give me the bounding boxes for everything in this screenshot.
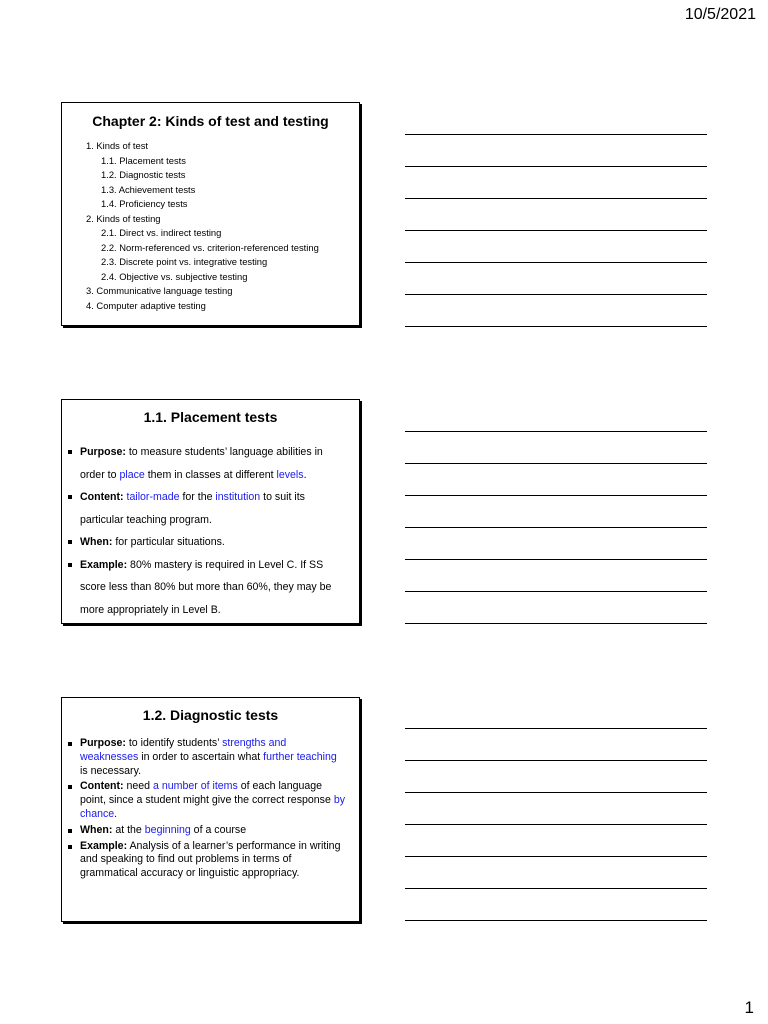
- note-line: [405, 198, 707, 199]
- text: to measure students’ language abilities in order to: [80, 446, 323, 481]
- highlight: a number of items: [153, 780, 238, 793]
- note-line: [405, 495, 707, 496]
- toc-item: 3. Communicative language testing: [86, 285, 233, 296]
- note-line: [405, 134, 707, 135]
- slide-title: Chapter 2: Kinds of test and testing: [92, 113, 329, 129]
- text: .: [114, 807, 118, 820]
- note-line: [405, 230, 707, 231]
- bullet-list: [62, 441, 359, 621]
- note-line: [405, 527, 707, 528]
- highlight: beginning: [144, 823, 191, 836]
- highlight: strengths and weaknesses: [80, 737, 287, 763]
- note-line: [405, 463, 707, 464]
- highlight: place: [119, 468, 145, 481]
- text: them in classes at different: [144, 468, 277, 481]
- highlight: by chance: [80, 794, 346, 820]
- toc-item: 4. Computer adaptive testing: [86, 299, 206, 311]
- bullet-content: [62, 780, 347, 821]
- bullet-when: [62, 824, 347, 838]
- note-line: [405, 888, 707, 889]
- highlight: levels: [276, 468, 304, 481]
- toc-item: 2.3. Discrete point vs. integrative testing: [101, 256, 268, 267]
- slide-diagnostic-tests: [61, 697, 360, 922]
- toc-item: 2.4. Objective vs. subjective testing: [101, 270, 248, 282]
- text: to identify students’: [125, 737, 223, 749]
- bullet-list: [62, 737, 359, 881]
- bullet-purpose: [62, 737, 347, 778]
- note-line: [405, 326, 707, 327]
- note-line: [405, 591, 707, 592]
- text: to suit its particular teaching program.: [80, 491, 305, 526]
- toc-item: 2.1. Direct vs. indirect testing: [101, 227, 222, 238]
- bullet-label: Content:: [80, 491, 124, 503]
- note-line: [405, 623, 707, 624]
- note-line: [405, 728, 707, 729]
- bullet-when: [62, 531, 347, 554]
- bullet-example: [62, 840, 347, 881]
- highlight: tailor-made: [126, 491, 180, 503]
- text: for the: [179, 491, 216, 503]
- note-line: [405, 166, 707, 167]
- toc-item: 1.3. Achievement tests: [101, 183, 196, 195]
- bullet-label: When:: [80, 536, 113, 548]
- bullet-example: [62, 554, 347, 622]
- table-of-contents: [62, 139, 359, 313]
- toc-item: 1.2. Diagnostic tests: [101, 169, 186, 180]
- note-line: [405, 856, 707, 857]
- text: need: [123, 780, 154, 793]
- note-line: [405, 760, 707, 761]
- toc-item: 1. Kinds of test: [86, 140, 149, 151]
- slide-placement-tests: [61, 399, 360, 624]
- toc-item: 2.2. Norm-referenced vs. criterion-referenced testing: [101, 241, 319, 253]
- text: of a course: [190, 823, 247, 836]
- text: .: [303, 468, 307, 481]
- text: 80% mastery is required in Level C. If SS score less than 80% but more than 60%, they may be more appropriately in Level B.: [80, 558, 332, 616]
- bullet-content: [62, 486, 347, 531]
- text: for particular situations.: [112, 536, 225, 548]
- page-number: 1: [744, 998, 754, 1017]
- highlight: institution: [215, 491, 261, 503]
- bullet-label: Purpose:: [80, 737, 126, 749]
- note-line: [405, 294, 707, 295]
- toc-item: 2. Kinds of testing: [86, 212, 161, 224]
- note-line: [405, 431, 707, 432]
- slide-chapter-2-contents: [61, 102, 360, 326]
- bullet-label: Example:: [80, 558, 128, 571]
- text: is necessary.: [80, 764, 142, 777]
- text: of each language point, since a student might give the correct response: [80, 780, 334, 807]
- text: in order to ascertain what: [138, 750, 264, 763]
- text: at the: [112, 823, 145, 836]
- highlight: further teaching: [263, 750, 337, 763]
- bullet-label: Content:: [80, 780, 124, 793]
- note-line: [405, 559, 707, 560]
- bullet-label: Example:: [80, 839, 128, 852]
- toc-item: 1.1. Placement tests: [101, 154, 186, 166]
- slide-title: 1.1. Placement tests: [143, 409, 278, 425]
- bullet-purpose: [62, 441, 347, 486]
- note-line: [405, 792, 707, 793]
- note-line: [405, 262, 707, 263]
- note-line: [405, 824, 707, 825]
- note-line: [405, 920, 707, 921]
- bullet-label: Purpose:: [80, 446, 126, 458]
- page-date: 10/5/2021: [684, 6, 756, 23]
- text: Analysis of a learner’s performance in writing and speaking to find out problems in terms of grammatical accuracy or linguistic appropriacy.: [80, 839, 341, 880]
- slide-title: 1.2. Diagnostic tests: [142, 707, 279, 723]
- toc-item: 1.4. Proficiency tests: [101, 198, 188, 209]
- bullet-label: When:: [80, 823, 113, 836]
